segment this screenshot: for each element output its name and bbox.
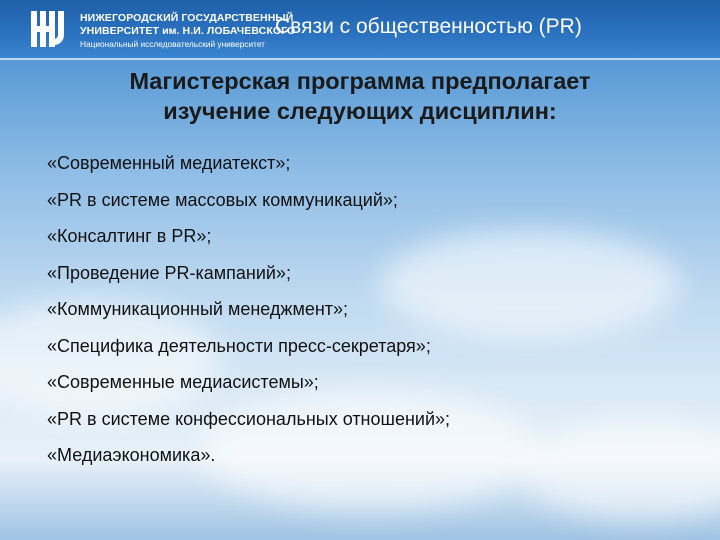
cloud-decoration [520, 420, 720, 520]
main-heading-line1: Магистерская программа предполагает [129, 68, 591, 94]
university-name-line2: УНИВЕРСИТЕТ им. Н.И. ЛОБАЧЕВСКОГО [80, 25, 296, 37]
list-item: «Проведение PR-кампаний»; [47, 262, 291, 283]
disciplines-list [47, 152, 450, 481]
slide-header [0, 0, 720, 60]
university-logo-icon [30, 9, 70, 49]
list-item: «Коммуникационный менеджмент»; [47, 299, 349, 319]
main-heading-line2: изучение следующих дисциплин: [163, 98, 557, 124]
main-heading [40, 66, 680, 126]
list-item: «PR в системе массовых коммуникаций»; [47, 189, 398, 210]
university-name [80, 12, 295, 51]
university-name-line1: НИЖЕГОРОДСКИЙ ГОСУДАРСТВЕННЫЙ [80, 12, 294, 24]
university-name-line3: Национальный исследовательский университет [80, 39, 265, 49]
list-item: «Современные медиасистемы»; [47, 372, 319, 392]
list-item: «Специфика деятельности пресс-секретаря»; [47, 335, 431, 356]
header-title: Связи с общественностью (PR) [275, 15, 582, 38]
list-item: «Медиаэкономика». [47, 445, 216, 465]
list-item: «Консалтинг в PR»; [47, 226, 212, 246]
list-item: «PR в системе конфессиональных отношений»; [47, 408, 451, 429]
list-item: «Современный медиатекст»; [47, 153, 291, 173]
